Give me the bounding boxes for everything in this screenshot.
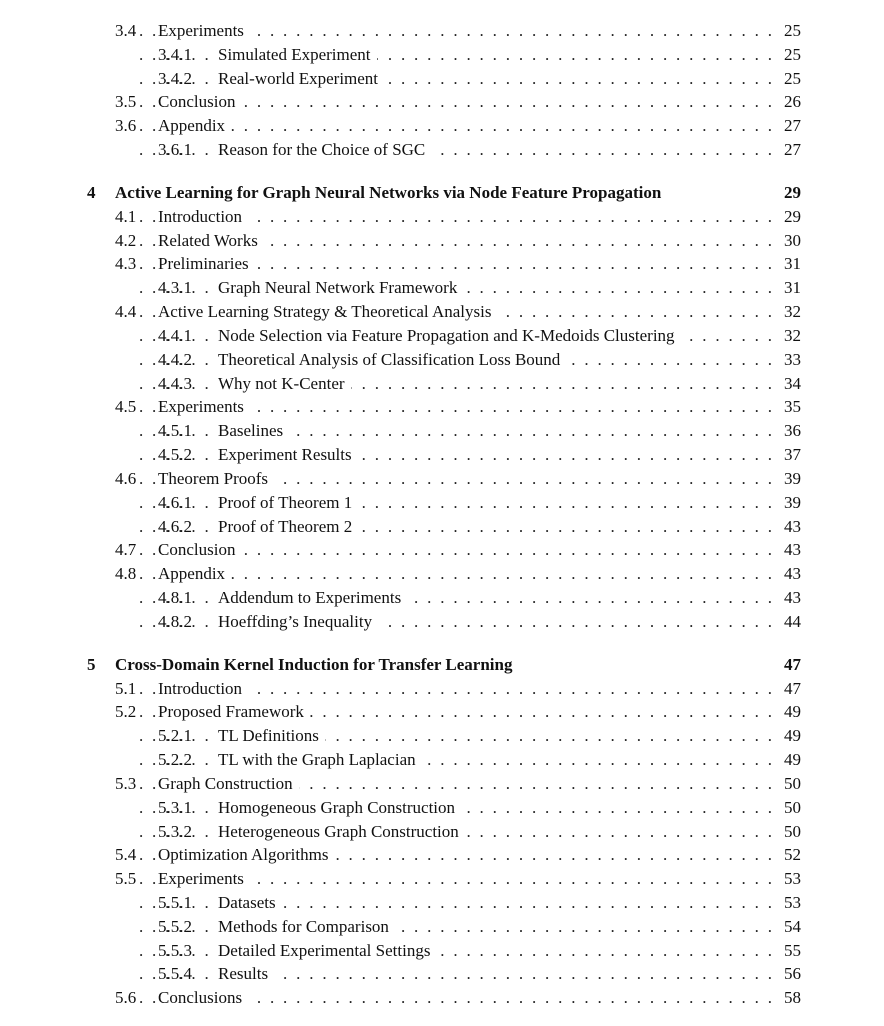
entry-number: 4.8.2 [158, 611, 192, 631]
toc-entry[interactable] [0, 467, 884, 491]
toc-entry[interactable] [0, 891, 884, 915]
entry-number: 4.1 [115, 206, 137, 226]
entry-number: 5 [87, 654, 96, 674]
toc-entry[interactable] [0, 138, 884, 162]
toc-entry[interactable] [0, 67, 884, 91]
entry-page-number: 43 [784, 540, 801, 560]
entry-title: Appendix [158, 114, 231, 138]
entry-number: 4.5 [115, 397, 137, 417]
toc-entry[interactable] [0, 419, 884, 443]
toc-entry[interactable] [0, 443, 884, 467]
toc-entry[interactable] [0, 300, 884, 324]
entry-title: Addendum to Experiments [218, 586, 407, 610]
entry-page-number: 53 [784, 892, 801, 912]
entry-number: 3.4.2 [158, 68, 192, 88]
entry-title: Results [218, 962, 274, 986]
toc-entry[interactable] [0, 205, 884, 229]
entry-number: 4.4.3 [158, 373, 192, 393]
toc-entry[interactable] [0, 796, 884, 820]
entry-number: 3.4 [115, 21, 137, 40]
toc-entry[interactable] [0, 962, 884, 986]
entry-page-number: 25 [784, 44, 801, 64]
entry-number: 4.6.1 [158, 492, 192, 512]
toc-entry[interactable] [0, 843, 884, 867]
entry-title: Proof of Theorem 1 [218, 491, 358, 515]
toc-entry[interactable] [0, 43, 884, 67]
entry-number: 5.5.3 [158, 940, 192, 960]
entry-page-number: 33 [784, 349, 801, 369]
entry-page-number: 26 [784, 92, 801, 112]
entry-number: 4.8.1 [158, 588, 192, 608]
toc-entry[interactable] [0, 748, 884, 772]
entry-page-number: 44 [784, 611, 801, 631]
entry-page-number: 47 [784, 678, 801, 698]
entry-number: 4.4.1 [158, 325, 192, 345]
entry-title: Methods for Comparison [218, 915, 395, 939]
toc-entry[interactable] [0, 986, 884, 1010]
entry-page-number: 27 [784, 140, 801, 160]
entry-page-number: 50 [784, 797, 801, 817]
entry-title: Experiments [158, 19, 250, 43]
entry-page-number: 31 [784, 254, 801, 274]
entry-number: 3.5 [115, 92, 137, 112]
toc-chapter-entry[interactable] [0, 653, 884, 677]
entry-number: 5.6 [115, 988, 137, 1008]
entry-title: Hoeffding’s Inequality [218, 610, 378, 634]
entry-title: Graph Neural Network Framework [218, 276, 463, 300]
entry-title: Appendix [158, 562, 231, 586]
toc-entry[interactable] [0, 939, 884, 963]
entry-title: Reason for the Choice of SGC [218, 138, 431, 162]
toc-entry[interactable] [0, 276, 884, 300]
entry-title: Theoretical Analysis of Classification Loss Bound [218, 348, 566, 372]
entry-number: 3.6 [115, 116, 137, 136]
entry-title: Cross-Domain Kernel Induction for Transfer Learning [115, 653, 518, 677]
entry-page-number: 52 [784, 845, 801, 865]
entry-page-number: 32 [784, 302, 801, 322]
entry-number: 5.5 [115, 869, 137, 889]
entry-title: Heterogeneous Graph Construction [218, 820, 465, 844]
toc-entry[interactable] [0, 586, 884, 610]
toc-entry[interactable] [0, 229, 884, 253]
entry-title: Homogeneous Graph Construction [218, 796, 461, 820]
entry-page-number: 29 [784, 182, 801, 202]
entry-number: 5.2.2 [158, 750, 192, 770]
table-of-contents [0, 19, 884, 1010]
entry-number: 5.3 [115, 773, 137, 793]
entry-page-number: 58 [784, 988, 801, 1008]
toc-entry[interactable] [0, 610, 884, 634]
entry-number: 5.2.1 [158, 726, 192, 746]
entry-page-number: 47 [784, 654, 801, 674]
entry-title: Detailed Experimental Settings [218, 939, 436, 963]
toc-entry[interactable] [0, 820, 884, 844]
entry-page-number: 49 [784, 726, 801, 746]
entry-number: 5.5.4 [158, 964, 192, 984]
entry-number: 5.1 [115, 678, 137, 698]
entry-page-number: 49 [784, 702, 801, 722]
entry-number: 5.3.2 [158, 821, 192, 841]
entry-page-number: 31 [784, 278, 801, 298]
entry-title: Real-world Experiment [218, 67, 384, 91]
toc-entry[interactable] [0, 772, 884, 796]
entry-title: Experiments [158, 395, 250, 419]
toc-entry[interactable] [0, 677, 884, 701]
entry-title: Experiment Results [218, 443, 358, 467]
entry-number: 4.7 [115, 540, 137, 560]
entry-title: Conclusion [158, 90, 241, 114]
entry-page-number: 50 [784, 821, 801, 841]
entry-number: 4.4 [115, 302, 137, 322]
entry-number: 4.5.2 [158, 445, 192, 465]
entry-page-number: 34 [784, 373, 801, 393]
toc-entry[interactable] [0, 19, 884, 43]
entry-title: TL with the Graph Laplacian [218, 748, 422, 772]
entry-number: 5.5.2 [158, 916, 192, 936]
entry-page-number: 56 [784, 964, 801, 984]
entry-page-number: 50 [784, 773, 801, 793]
entry-title: TL Definitions [218, 724, 325, 748]
toc-entry[interactable] [0, 90, 884, 114]
entry-title: Optimization Algorithms [158, 843, 334, 867]
entry-page-number: 54 [784, 916, 801, 936]
entry-title: Active Learning Strategy & Theoretical Analysis [158, 300, 497, 324]
toc-chapter-entry[interactable] [0, 181, 884, 205]
entry-number: 4.2 [115, 230, 137, 250]
entry-number: 4.5.1 [158, 421, 192, 441]
entry-page-number: 43 [784, 564, 801, 584]
entry-page-number: 25 [784, 21, 801, 40]
entry-title: Graph Construction [158, 772, 299, 796]
entry-title: Related Works [158, 229, 264, 253]
entry-page-number: 43 [784, 588, 801, 608]
entry-page-number: 25 [784, 68, 801, 88]
entry-page-number: 27 [784, 116, 801, 136]
toc-entry[interactable] [0, 867, 884, 891]
toc-entry[interactable] [0, 538, 884, 562]
toc-entry[interactable] [0, 348, 884, 372]
entry-page-number: 32 [784, 325, 801, 345]
entry-number: 5.4 [115, 845, 137, 865]
entry-page-number: 36 [784, 421, 801, 441]
entry-number: 4.8 [115, 564, 137, 584]
toc-entry[interactable] [0, 395, 884, 419]
entry-number: 4.3.1 [158, 278, 192, 298]
entry-page-number: 43 [784, 516, 801, 536]
entry-page-number: 39 [784, 492, 801, 512]
entry-title: Datasets [218, 891, 282, 915]
entry-number: 4.4.2 [158, 349, 192, 369]
entry-title: Conclusions [158, 986, 248, 1010]
entry-number: 4.3 [115, 254, 137, 274]
toc-entry[interactable] [0, 724, 884, 748]
toc-entry[interactable] [0, 114, 884, 138]
entry-title: Preliminaries [158, 252, 255, 276]
entry-title: Active Learning for Graph Neural Networks via Node Feature Propagation [115, 181, 667, 205]
entry-page-number: 39 [784, 468, 801, 488]
entry-number: 5.2 [115, 702, 137, 722]
toc-entry[interactable] [0, 491, 884, 515]
entry-page-number: 29 [784, 206, 801, 226]
toc-entry[interactable] [0, 515, 884, 539]
entry-title: Proposed Framework [158, 700, 310, 724]
entry-title: Experiments [158, 867, 250, 891]
entry-number: 5.5.1 [158, 892, 192, 912]
entry-number: 5.3.1 [158, 797, 192, 817]
toc-entry[interactable] [0, 700, 884, 724]
entry-number: 4 [87, 182, 96, 202]
toc-entry[interactable] [0, 915, 884, 939]
entry-page-number: 53 [784, 869, 801, 889]
entry-title: Simulated Experiment [218, 43, 377, 67]
entry-title: Why not K-Center [218, 372, 351, 396]
entry-title: Introduction [158, 677, 248, 701]
entry-title: Node Selection via Feature Propagation and K-Medoids Clustering [218, 324, 681, 348]
toc-entry[interactable] [0, 324, 884, 348]
entry-page-number: 55 [784, 940, 801, 960]
toc-entry[interactable] [0, 562, 884, 586]
entry-number: 4.6 [115, 468, 137, 488]
entry-title: Conclusion [158, 538, 241, 562]
toc-entry[interactable] [0, 372, 884, 396]
entry-title: Baselines [218, 419, 289, 443]
entry-title: Theorem Proofs [158, 467, 274, 491]
entry-page-number: 30 [784, 230, 801, 250]
entry-title: Proof of Theorem 2 [218, 515, 358, 539]
entry-number: 4.6.2 [158, 516, 192, 536]
entry-number: 3.6.1 [158, 140, 192, 160]
entry-page-number: 49 [784, 750, 801, 770]
entry-number: 3.4.1 [158, 44, 192, 64]
entry-page-number: 37 [784, 445, 801, 465]
toc-entry[interactable] [0, 252, 884, 276]
entry-title: Introduction [158, 205, 248, 229]
entry-page-number: 35 [784, 397, 801, 417]
